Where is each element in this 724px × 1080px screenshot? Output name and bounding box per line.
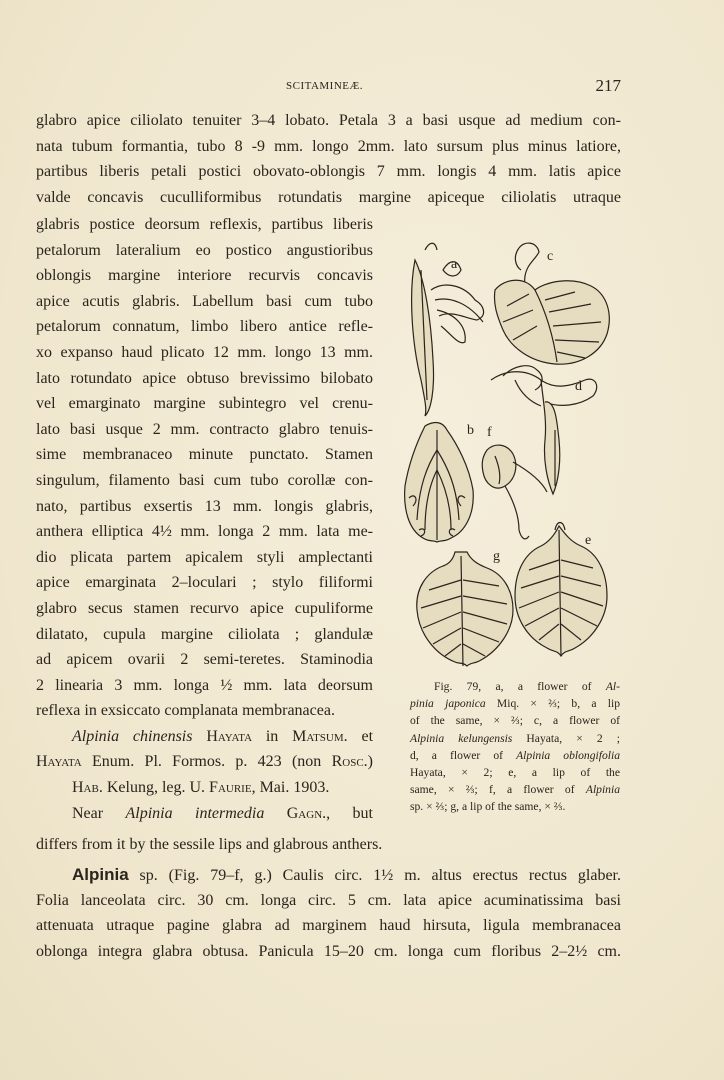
text-line: sime membranaceo minute punctato. Stamen bbox=[36, 446, 373, 464]
caption-text: Hayata, × 2 ; bbox=[512, 731, 620, 745]
figure-label-a: a bbox=[451, 257, 458, 272]
caption-text: d, a flower of bbox=[410, 748, 517, 762]
figure-label-c: c bbox=[547, 249, 554, 264]
figure-label-f: f bbox=[487, 425, 492, 440]
caption-line bbox=[410, 730, 620, 747]
synonym-line-2 bbox=[36, 749, 373, 775]
text-line: nata tubum formantia, tubo 8 -9 mm. longo 2mm. lato sursum plus minus latiore, bbox=[36, 137, 621, 155]
lip-b-drawing bbox=[405, 423, 474, 542]
caption-species: Alpinia kelungensis bbox=[410, 731, 513, 745]
habitat-text: Kelung, leg. U. bbox=[102, 779, 210, 797]
near-suffix: , but bbox=[326, 804, 373, 822]
text-line: singulum, filamento basi cum tubo corollæ con- bbox=[36, 471, 373, 489]
caption-line bbox=[410, 678, 620, 695]
botanical-figure bbox=[395, 230, 623, 670]
caption-text: Miq. × ⅔; b, a lip bbox=[485, 697, 620, 711]
caption-species: Alpinia bbox=[585, 783, 620, 797]
lip-e-drawing bbox=[515, 523, 607, 657]
synonym-line-1 bbox=[36, 724, 373, 750]
caption-species: Al- bbox=[605, 680, 620, 693]
entry-heading-line bbox=[36, 862, 621, 888]
text-line: Folia lanceolata circ. 30 cm. longa circ. 5 cm. lata apice acuminatissima basi bbox=[36, 891, 621, 909]
synonym-name: Alpinia chinensis bbox=[72, 727, 193, 745]
caption-text: Fig. 79, a, a flower of bbox=[434, 680, 606, 693]
figure-label-g: g bbox=[493, 549, 500, 564]
caption-species: pinia japonica bbox=[410, 697, 486, 711]
synonym-author: Hayata bbox=[36, 753, 82, 771]
text-line: petalorum connatum, limbo libero antice refle- bbox=[36, 318, 373, 336]
near-author: Gagn. bbox=[286, 804, 327, 822]
caption-line bbox=[410, 695, 620, 712]
text-line: nato, partibus exsertis 13 mm. longis glabris, bbox=[36, 497, 373, 515]
flower-illustration bbox=[395, 230, 623, 670]
caption-line: of the same, × ⅔; c, a flower of bbox=[410, 714, 620, 728]
text-line: differs from it by the sessile lips and glabrous anthers. bbox=[36, 836, 383, 853]
page-number: 217 bbox=[595, 76, 621, 95]
near-prefix: Near bbox=[72, 804, 126, 822]
text-line: attenuata utraque pagine glabra ad marginem haud hirsuta, ligula membranacea bbox=[36, 917, 621, 935]
text-line: oblongis margine interiore recurvis concavis bbox=[36, 267, 373, 285]
text-line: ad apicem ovarii 2 semi-teretes. Staminodia bbox=[36, 651, 373, 669]
text-line: xo expanso haud plicato 12 mm. longo 13 mm. bbox=[36, 343, 373, 361]
text-line: apice emarginata 2–loculari ; stylo filiformi bbox=[36, 574, 373, 592]
near-continuation bbox=[36, 832, 621, 858]
synonym-author: Hayata bbox=[206, 727, 253, 745]
caption-line bbox=[410, 781, 620, 798]
caption-line: sp. × ⅔; g, a lip of the same, × ⅔. bbox=[410, 800, 566, 814]
running-head: SCITAMINEÆ. bbox=[286, 80, 364, 92]
text-line: glabro secus stamen recurvo apice cupuliforme bbox=[36, 599, 373, 617]
habitat-date: , Mai. 1903. bbox=[251, 779, 330, 797]
flower-f-drawing bbox=[482, 445, 547, 539]
text-line: oblonga integra glabra obtusa. Panicula 15–20 cm. longa cum floribus 2–2½ cm. bbox=[36, 942, 621, 960]
text-line: vel emarginato margine subintegro vel crenu- bbox=[36, 395, 373, 413]
figure-label-b: b bbox=[467, 423, 474, 438]
synonym-ref: Enum. Pl. Formos. p. 423 (non bbox=[81, 753, 332, 771]
page-header bbox=[36, 76, 621, 98]
near-line bbox=[36, 801, 373, 827]
caption-text: same, × ⅔; f, a flower of bbox=[410, 783, 586, 797]
caption-species: Alpinia oblongifolia bbox=[516, 748, 620, 762]
text-line: dilatato, cupula margine ciliolata ; glandulæ bbox=[36, 625, 373, 643]
caption-line: Hayata, × 2; e, a lip of the bbox=[410, 766, 620, 780]
top-paragraph bbox=[36, 108, 621, 210]
text-line: glabro apice ciliolato tenuiter 3–4 lobato. Petala 3 a basi usque ad medium con- bbox=[36, 112, 621, 129]
synonym-in: in bbox=[252, 727, 293, 745]
text-line: glabris postice deorsum reflexis, partibus liberis bbox=[36, 216, 373, 233]
collector-name: Faurie bbox=[209, 779, 252, 797]
synonym-et: et bbox=[347, 727, 374, 745]
text-line: lato basi usque 2 mm. contracto glabro tenuis- bbox=[36, 420, 373, 438]
lip-g-drawing bbox=[417, 552, 513, 666]
text-line: petalorum lateralium eo postico angustioribus bbox=[36, 241, 373, 259]
text-line: apice acutis glabris. Labellum basi cum tubo bbox=[36, 292, 373, 310]
figure-caption bbox=[410, 678, 620, 816]
habitat-line bbox=[36, 775, 373, 801]
text-line: dio plicata partem apicalem styli amplectanti bbox=[36, 548, 373, 566]
text-line: 2 linearia 3 mm. longa ½ mm. lata deorsum bbox=[36, 676, 373, 694]
caption-line bbox=[410, 747, 620, 764]
flower-a-drawing bbox=[412, 243, 484, 416]
wrapped-column bbox=[36, 212, 373, 826]
synonym-close: ) bbox=[367, 753, 373, 771]
text-line: lato rotundato apice obtuso brevissimo bilobato bbox=[36, 369, 373, 387]
entry-text: sp. (Fig. 79–f, g.) Caulis circ. 1½ m. altus erectus rectus glaber. bbox=[128, 867, 621, 884]
near-species: Alpinia intermedia bbox=[125, 804, 265, 822]
text-line: valde concavis cuculliformibus rotundatis margine apiceque ciliolatis utraque bbox=[36, 188, 621, 206]
figure-label-d: d bbox=[575, 379, 582, 394]
new-entry-paragraph bbox=[36, 862, 621, 964]
figure-label-e: e bbox=[585, 533, 592, 548]
text-line: reflexa in exsiccato complanata membranacea. bbox=[36, 702, 335, 720]
synonym-author: Rosc. bbox=[331, 753, 368, 771]
genus-heading: Alpinia bbox=[72, 865, 129, 884]
text-line: anthera elliptica 4½ mm. longa 2 mm. lata me- bbox=[36, 523, 373, 541]
text-line: partibus liberis petali postici obovato-oblongis 7 mm. longis 4 mm. latis apice bbox=[36, 163, 621, 181]
synonym-author: Matsum. bbox=[292, 727, 348, 745]
habitat-label: Hab. bbox=[72, 779, 103, 797]
